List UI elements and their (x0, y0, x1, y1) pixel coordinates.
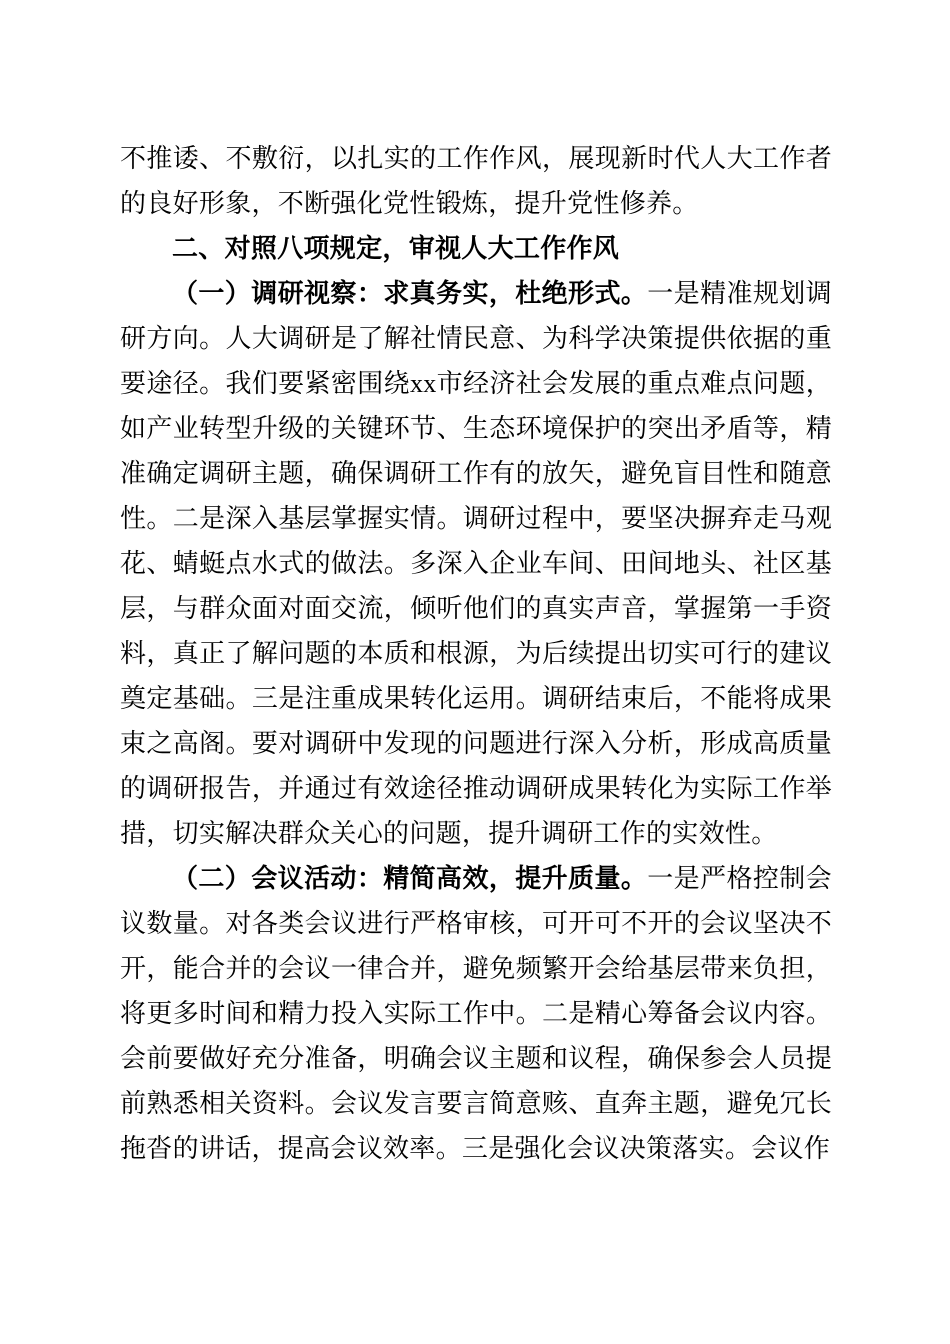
paragraph-meetings (120, 856, 832, 1171)
paragraph-lead: （一）调研视察：求真务实，杜绝形式。 (172, 279, 648, 308)
paragraph-research (120, 271, 832, 856)
paragraph-lead: （二）会议活动：精简高效，提升质量。 (172, 864, 648, 893)
document-content (120, 136, 832, 1171)
section-heading-text: 二、对照八项规定，审视人大工作作风 (172, 233, 620, 263)
section-heading (120, 226, 832, 271)
paragraph-continuation (120, 136, 832, 226)
paragraph-text: 一是精准规划调研方向。人大调研是了解社情民意、为科学决策提供依据的重要途径。我们要紧密围绕xx市经济社会发展的重点难点问题，如产业转型升级的关键环节、生态环境保护的突出矛盾等，精准确定调研主题，确保调研工作有的放矢，避免盲目性和随意性。二是深入基层掌握实情。调研过程中，要坚决摒弃走马观花、蜻蜓点水式的做法。多深入企业车间、田间地头、社区基层，与群众面对面交流，倾听他们的真实声音，掌握第一手资料，真正了解问题的本质和根源，为后续提出切实可行的建议奠定基础。三是注重成果转化运用。调研结束后，不能将成果束之高阁。要对调研中发现的问题进行深入分析，形成高质量的调研报告，并通过有效途径推动调研成果转化为实际工作举措，切实解决群众关心的问题，提升调研工作的实效性。 (120, 279, 832, 848)
paragraph-text: 一是严格控制会议数量。对各类会议进行严格审核，可开可不开的会议坚决不开，能合并的会议一律合并，避免频繁开会给基层带来负担，将更多时间和精力投入实际工作中。二是精心筹备会议内容。会前要做好充分准备，明确会议主题和议程，确保参会人员提前熟悉相关资料。会议发言要言简意赅、直奔主题，避免冗长拖沓的讲话，提高会议效率。三是强化会议决策落实。会议作 (120, 864, 832, 1163)
paragraph-text: 不推诿、不敷衍，以扎实的工作作风，展现新时代人大工作者的良好形象，不断强化党性锻炼，提升党性修养。 (120, 144, 832, 218)
